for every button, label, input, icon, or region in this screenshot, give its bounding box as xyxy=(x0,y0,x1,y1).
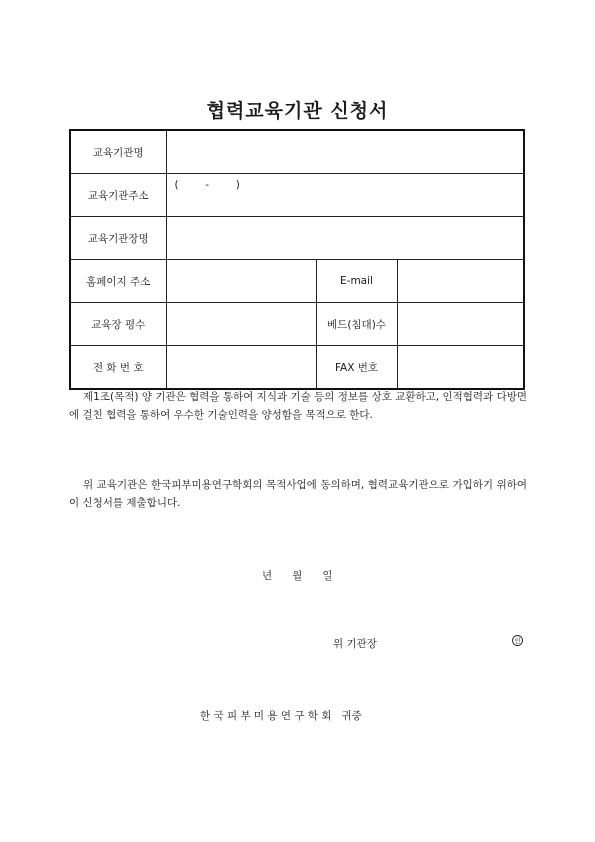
head-name-field[interactable] xyxy=(166,217,524,260)
facility-size-field[interactable] xyxy=(166,303,316,346)
form-row-institution-address xyxy=(70,174,524,217)
applicant-signature-label: 위 기관장 xyxy=(333,638,377,650)
email-label: E-mail xyxy=(316,260,397,303)
homepage-label: 홈페이지 주소 xyxy=(70,260,166,303)
beds-label: 베드(침대)수 xyxy=(316,303,397,346)
head-name-label: 교육기관장명 xyxy=(70,217,166,260)
application-statement: 위 교육기관은 한국피부미용연구학회의 목적사업에 동의하며, 협력교육기관으로 가입하기 위하여 이 신청서를 제출합니다. xyxy=(69,479,527,509)
postal-code-placeholder: ( - ) xyxy=(174,179,240,191)
homepage-field[interactable] xyxy=(166,260,316,303)
beds-field[interactable] xyxy=(397,303,524,346)
form-row-facility-beds xyxy=(70,303,524,346)
purpose-clause: 제1조(목적) 양 기관은 협력을 통하여 지식과 기술 등의 정보를 상호 교환하고, 인적협력과 다방면에 걸친 협력을 통하여 우수한 기술인력을 양성함을 목적으로 한다. xyxy=(69,391,527,421)
institution-address-field[interactable] xyxy=(166,174,524,217)
facility-size-label: 교육장 평수 xyxy=(70,303,166,346)
addressee-footer: 한 국 피 부 미 용 연 구 학 회 귀중 xyxy=(200,710,362,722)
institution-address-label: 교육기관주소 xyxy=(70,174,166,217)
seal-glyph: 인 xyxy=(514,637,521,645)
fax-field[interactable] xyxy=(397,346,524,390)
form-row-phone-fax xyxy=(70,346,524,390)
phone-field[interactable] xyxy=(166,346,316,390)
email-field[interactable] xyxy=(397,260,524,303)
document-title: 협력교육기관 신청서 xyxy=(206,100,389,122)
application-form-table xyxy=(69,129,525,390)
form-row-head-name xyxy=(70,217,524,260)
institution-name-label: 교육기관명 xyxy=(70,130,166,174)
date-line: 년 월 일 xyxy=(262,570,333,582)
institution-name-field[interactable] xyxy=(166,130,524,174)
seal-icon xyxy=(512,635,523,646)
form-row-institution-name xyxy=(70,130,524,174)
phone-label: 전 화 번 호 xyxy=(70,346,166,390)
fax-label: FAX 번호 xyxy=(316,346,397,390)
form-row-homepage-email xyxy=(70,260,524,303)
